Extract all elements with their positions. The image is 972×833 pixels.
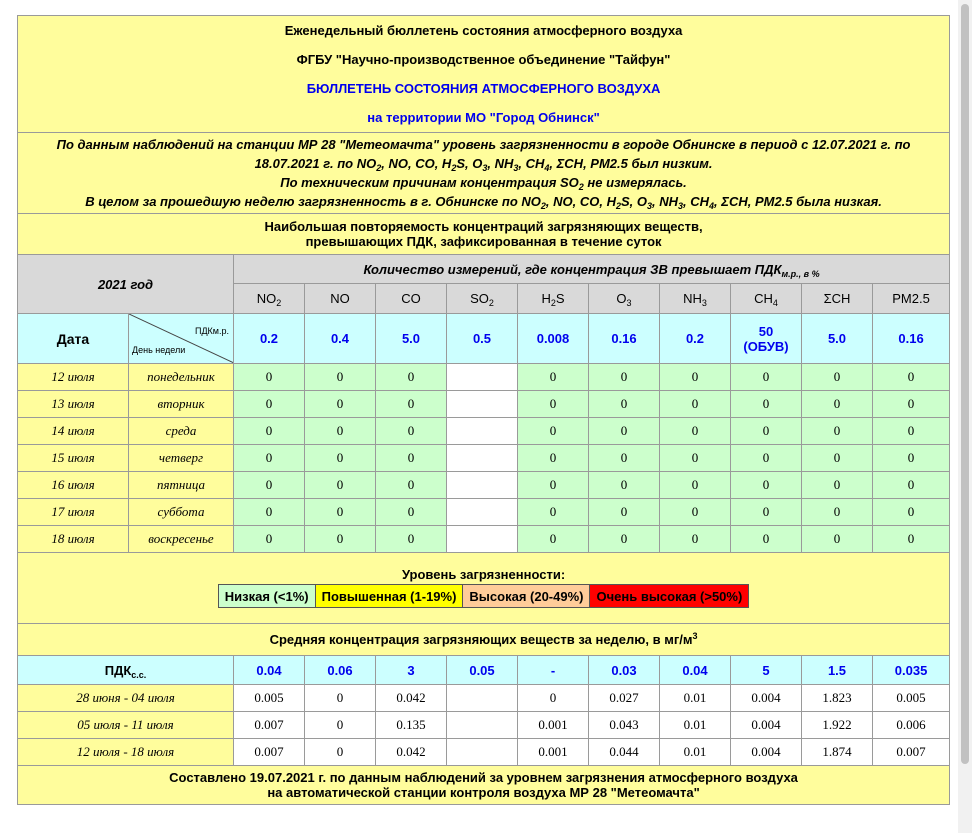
pdk-mr-number: 5.0 bbox=[827, 331, 847, 346]
row-date: 12 июля bbox=[18, 364, 129, 391]
daily-value-cell: 0 bbox=[234, 445, 305, 472]
daily-value-cell: 0 bbox=[873, 499, 950, 526]
intro-summary bbox=[18, 133, 950, 214]
pollutant-header bbox=[305, 284, 376, 314]
footer-note: Составлено 19.07.2021 г. по данным наблюдений за уровнем загрязнения атмосферного воздуха на автоматической станции контроля воздуха МР 28 "Метеомачта" bbox=[18, 766, 950, 805]
legend-block bbox=[18, 553, 950, 624]
row-date: 17 июля bbox=[18, 499, 129, 526]
daily-value-cell: 0 bbox=[802, 364, 873, 391]
daily-value-cell bbox=[447, 526, 518, 553]
daily-value-cell: 0 bbox=[518, 526, 589, 553]
daily-value-cell: 0 bbox=[518, 391, 589, 418]
daily-value-cell: 0 bbox=[802, 526, 873, 553]
daily-value-cell bbox=[447, 391, 518, 418]
week-label: 12 июля - 18 июля bbox=[18, 739, 234, 766]
table-row bbox=[18, 685, 950, 712]
daily-value-cell: 0 bbox=[873, 526, 950, 553]
daily-value-cell: 0 bbox=[376, 445, 447, 472]
row-date: 16 июля bbox=[18, 472, 129, 499]
pdk-mr-value bbox=[802, 314, 873, 364]
pdk-ss-value: 3 bbox=[376, 656, 447, 685]
pdk-mr-number: 50 bbox=[758, 323, 774, 339]
weekday-label: День недели bbox=[132, 345, 186, 355]
pdk-ss-value: - bbox=[518, 656, 589, 685]
pdk-mr-number: 0.16 bbox=[898, 331, 924, 346]
pollutant-subscript: 3 bbox=[701, 298, 707, 308]
daily-value-cell: 0 bbox=[518, 472, 589, 499]
weekly-value-cell: 0.004 bbox=[731, 685, 802, 712]
pdk-ss-value: 0.04 bbox=[660, 656, 731, 685]
pollutant-header bbox=[873, 284, 950, 314]
row-date: 15 июля bbox=[18, 445, 129, 472]
daily-value-cell: 0 bbox=[305, 364, 376, 391]
daily-value-cell: 0 bbox=[802, 391, 873, 418]
pollutant-header bbox=[447, 284, 518, 314]
date-header: Дата bbox=[18, 314, 129, 364]
weekly-value-cell: 0.042 bbox=[376, 685, 447, 712]
legend-item: Высокая (20-49%) bbox=[463, 585, 590, 608]
legend-item: Очень высокая (>50%) bbox=[590, 585, 749, 608]
weekly-value-cell: 0.007 bbox=[234, 739, 305, 766]
table-row bbox=[18, 445, 950, 472]
weekly-value-cell: 0 bbox=[305, 712, 376, 739]
daily-value-cell: 0 bbox=[518, 418, 589, 445]
daily-value-cell: 0 bbox=[802, 418, 873, 445]
pollutant-header bbox=[731, 284, 802, 314]
legend-item: Повышенная (1-19%) bbox=[315, 585, 463, 608]
daily-value-cell: 0 bbox=[589, 364, 660, 391]
daily-value-cell: 0 bbox=[731, 418, 802, 445]
bulletin-sheet bbox=[17, 15, 949, 805]
pdk-mr-number: 0.16 bbox=[611, 331, 637, 346]
bulletin-table bbox=[17, 15, 950, 805]
pdk-mr-diagonal-cell bbox=[129, 314, 234, 364]
scrollbar-thumb[interactable] bbox=[961, 4, 969, 764]
weekly-value-cell: 0.042 bbox=[376, 739, 447, 766]
weekly-value-cell: 0.01 bbox=[660, 712, 731, 739]
daily-value-cell: 0 bbox=[376, 472, 447, 499]
intro-line-3: В целом за прошедшую неделю загрязненность в г. Обнинске по $NO_2$, NO, CO, $H_2S$, $O_3$, $NH_3$, $CH_4$, ΣCH, PM2.5 была низкая. bbox=[85, 194, 882, 211]
legend-item: Низкая (<1%) bbox=[218, 585, 315, 608]
row-weekday: четверг bbox=[129, 445, 234, 472]
daily-value-cell: 0 bbox=[873, 391, 950, 418]
daily-value-cell: 0 bbox=[305, 526, 376, 553]
daily-value-cell: 0 bbox=[660, 364, 731, 391]
weekly-value-cell: 0.044 bbox=[589, 739, 660, 766]
daily-value-cell: 0 bbox=[234, 391, 305, 418]
weekly-value-cell: 0.007 bbox=[873, 739, 950, 766]
pollutant-name: PM2.5 bbox=[892, 291, 930, 306]
row-weekday: среда bbox=[129, 418, 234, 445]
daily-value-cell: 0 bbox=[376, 499, 447, 526]
daily-value-cell: 0 bbox=[802, 499, 873, 526]
daily-value-cell: 0 bbox=[873, 418, 950, 445]
average-title: Средняя концентрация загрязняющих веществ за неделю, в $мг/м^3$ bbox=[18, 624, 950, 656]
pdk-ss-value: 0.05 bbox=[447, 656, 518, 685]
pdk-mr-label: ПДКм.р. bbox=[194, 326, 229, 336]
table-row bbox=[18, 739, 950, 766]
pdk-mr-number: 0.2 bbox=[685, 331, 705, 346]
daily-values bbox=[18, 364, 950, 553]
weekly-value-cell bbox=[447, 685, 518, 712]
pollutant-name: ΣCH bbox=[823, 291, 851, 306]
pdk-mr-number: 0.4 bbox=[330, 331, 350, 346]
pollutant-name: SO bbox=[470, 291, 489, 306]
pollutant-subscript: 2 bbox=[550, 298, 556, 308]
daily-value-cell: 0 bbox=[376, 364, 447, 391]
row-date: 18 июля bbox=[18, 526, 129, 553]
pdk-ss-value: 0.03 bbox=[589, 656, 660, 685]
weekly-value-cell: 0.004 bbox=[731, 739, 802, 766]
weekly-value-cell: 0 bbox=[305, 739, 376, 766]
daily-value-cell: 0 bbox=[518, 499, 589, 526]
daily-value-cell: 0 bbox=[518, 364, 589, 391]
intro-line-1a: По данным наблюдений на станции МР 28 "Метеомачта" уровень загрязненности в городе Обнинске в период с 12.07.2021 г. по bbox=[56, 137, 911, 152]
weekly-value-cell: 0.005 bbox=[873, 685, 950, 712]
pdk-ss-value: 0.06 bbox=[305, 656, 376, 685]
pollutant-name: NO bbox=[330, 291, 350, 306]
intro-line-2: По техническим причинам концентрация $SO_2$ не измерялась. bbox=[280, 175, 687, 192]
weekly-value-cell bbox=[447, 712, 518, 739]
daily-value-cell bbox=[447, 364, 518, 391]
table-row bbox=[18, 472, 950, 499]
row-date: 13 июля bbox=[18, 391, 129, 418]
weekly-value-cell: 0.005 bbox=[234, 685, 305, 712]
weekly-value-cell: 0.027 bbox=[589, 685, 660, 712]
pdk-mr-number: 5.0 bbox=[401, 331, 421, 346]
weekly-value-cell: 1.823 bbox=[802, 685, 873, 712]
territory-heading: на территории МО "Город Обнинск" bbox=[367, 110, 600, 125]
row-weekday: суббота bbox=[129, 499, 234, 526]
daily-value-cell: 0 bbox=[234, 364, 305, 391]
daily-value-cell: 0 bbox=[660, 526, 731, 553]
pollutant-subscript: 4 bbox=[772, 298, 778, 308]
pdk-mr-row bbox=[18, 314, 950, 364]
table-row bbox=[18, 499, 950, 526]
weekly-value-cell: 0.006 bbox=[873, 712, 950, 739]
pdk-ss-value: 0.04 bbox=[234, 656, 305, 685]
weekly-value-cell: 0.001 bbox=[518, 739, 589, 766]
pdk-mr-value bbox=[376, 314, 447, 364]
daily-value-cell bbox=[447, 445, 518, 472]
legend bbox=[218, 584, 750, 608]
pollutant-subscript: 2 bbox=[276, 298, 282, 308]
daily-value-cell: 0 bbox=[305, 418, 376, 445]
pollutant-subscript: 3 bbox=[626, 298, 632, 308]
repeatability-title: Наибольшая повторяемость концентраций загрязняющих веществ, превышающих ПДК, зафиксированная в течение суток bbox=[18, 214, 950, 255]
daily-value-cell: 0 bbox=[305, 499, 376, 526]
weekly-value-cell: 0.01 bbox=[660, 739, 731, 766]
daily-value-cell: 0 bbox=[660, 418, 731, 445]
pdk-ss-value: 1.5 bbox=[802, 656, 873, 685]
daily-value-cell: 0 bbox=[234, 526, 305, 553]
week-label: 05 июля - 11 июля bbox=[18, 712, 234, 739]
daily-value-cell: 0 bbox=[589, 391, 660, 418]
daily-value-cell: 0 bbox=[873, 472, 950, 499]
daily-value-cell: 0 bbox=[376, 391, 447, 418]
daily-value-cell: 0 bbox=[305, 391, 376, 418]
daily-value-cell: 0 bbox=[873, 364, 950, 391]
pollutant-name: CH bbox=[754, 291, 773, 306]
weekly-value-cell: 0 bbox=[305, 685, 376, 712]
pdk-mr-value bbox=[518, 314, 589, 364]
count-label: Количество измерений, где концентрация ЗВ превышает $ПДК_{м.р., в \%}$ bbox=[234, 255, 950, 284]
daily-value-cell: 0 bbox=[234, 418, 305, 445]
intro-line-1b: 18.07.2021 г. по $NO_2$, NO, CO, $H_2S$, $O_3$, $NH_3$, $CH_4$, ΣCH, PM2.5 был низким. bbox=[254, 156, 713, 173]
daily-value-cell: 0 bbox=[873, 445, 950, 472]
pdk-mr-value bbox=[873, 314, 950, 364]
table-row bbox=[18, 712, 950, 739]
pollutant-header bbox=[234, 284, 305, 314]
daily-value-cell bbox=[447, 418, 518, 445]
daily-value-cell bbox=[447, 499, 518, 526]
daily-value-cell: 0 bbox=[234, 472, 305, 499]
pollutant-name: CO bbox=[401, 291, 421, 306]
weekly-value-cell: 1.922 bbox=[802, 712, 873, 739]
weekly-value-cell: 0.007 bbox=[234, 712, 305, 739]
daily-value-cell: 0 bbox=[589, 499, 660, 526]
row-date: 14 июля bbox=[18, 418, 129, 445]
pdk-ss-value: 0.035 bbox=[873, 656, 950, 685]
daily-value-cell: 0 bbox=[660, 391, 731, 418]
pdk-mr-number: 0.008 bbox=[536, 331, 570, 346]
row-weekday: воскресенье bbox=[129, 526, 234, 553]
daily-value-cell: 0 bbox=[802, 472, 873, 499]
row-weekday: пятница bbox=[129, 472, 234, 499]
pdk-mr-number: 0.2 bbox=[259, 331, 279, 346]
pollutant-name-tail: S bbox=[555, 291, 565, 306]
daily-value-cell: 0 bbox=[731, 445, 802, 472]
weekly-averages bbox=[18, 685, 950, 766]
daily-value-cell: 0 bbox=[731, 364, 802, 391]
daily-value-cell: 0 bbox=[589, 526, 660, 553]
daily-value-cell: 0 bbox=[305, 472, 376, 499]
daily-value-cell: 0 bbox=[376, 526, 447, 553]
table-row bbox=[18, 364, 950, 391]
pollutant-header bbox=[589, 284, 660, 314]
pollutant-header bbox=[518, 284, 589, 314]
weekly-value-cell: 0.001 bbox=[518, 712, 589, 739]
pdk-mr-value bbox=[660, 314, 731, 364]
vertical-scrollbar[interactable] bbox=[958, 0, 972, 833]
daily-value-cell: 0 bbox=[305, 445, 376, 472]
week-label: 28 июня - 04 июля bbox=[18, 685, 234, 712]
pdk-mr-number: 0.5 bbox=[472, 331, 492, 346]
daily-value-cell: 0 bbox=[660, 445, 731, 472]
pdk-ss-row bbox=[18, 656, 950, 685]
pollutant-name: O bbox=[616, 291, 627, 306]
year-label: 2021 год bbox=[18, 255, 234, 314]
weekly-value-cell: 0.01 bbox=[660, 685, 731, 712]
daily-value-cell: 0 bbox=[731, 526, 802, 553]
pollutant-name: NO bbox=[256, 291, 277, 306]
diagonal-divider bbox=[129, 314, 234, 363]
pollutant-header bbox=[802, 284, 873, 314]
bulletin-title: Еженедельный бюллетень состояния атмосферного воздуха bbox=[284, 23, 683, 38]
pollutant-header bbox=[376, 284, 447, 314]
bulletin-heading: БЮЛЛЕТЕНЬ СОСТОЯНИЯ АТМОСФЕРНОГО ВОЗДУХА bbox=[306, 81, 661, 96]
pollutant-name: H bbox=[541, 291, 551, 306]
weekly-value-cell: 0 bbox=[518, 685, 589, 712]
row-weekday: вторник bbox=[129, 391, 234, 418]
pdk-ss-label: $ПДК_{с.с.}$ bbox=[18, 656, 234, 685]
pdk-mr-value bbox=[305, 314, 376, 364]
daily-value-cell: 0 bbox=[731, 499, 802, 526]
legend-title: Уровень загрязненности: bbox=[401, 567, 566, 582]
pdk-ss-value: 5 bbox=[731, 656, 802, 685]
daily-value-cell: 0 bbox=[589, 445, 660, 472]
table-row bbox=[18, 391, 950, 418]
daily-value-cell: 0 bbox=[518, 445, 589, 472]
weekly-value-cell: 0.135 bbox=[376, 712, 447, 739]
pdk-mr-value bbox=[589, 314, 660, 364]
daily-value-cell bbox=[447, 472, 518, 499]
pdk-mr-value bbox=[447, 314, 518, 364]
organization-name: ФГБУ "Научно-производственное объединение "Тайфун" bbox=[296, 52, 671, 67]
daily-value-cell: 0 bbox=[802, 445, 873, 472]
row-weekday: понедельник bbox=[129, 364, 234, 391]
daily-value-cell: 0 bbox=[660, 472, 731, 499]
weekly-value-cell: 0.043 bbox=[589, 712, 660, 739]
daily-value-cell: 0 bbox=[589, 472, 660, 499]
table-row bbox=[18, 418, 950, 445]
pollutant-subscript: 2 bbox=[488, 298, 494, 308]
pdk-mr-note: (ОБУВ) bbox=[743, 338, 789, 354]
pollutant-header bbox=[660, 284, 731, 314]
pdk-mr-value bbox=[731, 314, 802, 364]
weekly-value-cell: 1.874 bbox=[802, 739, 873, 766]
header-block bbox=[18, 16, 950, 133]
weekly-value-cell: 0.004 bbox=[731, 712, 802, 739]
daily-value-cell: 0 bbox=[376, 418, 447, 445]
daily-value-cell: 0 bbox=[731, 391, 802, 418]
daily-value-cell: 0 bbox=[731, 472, 802, 499]
daily-value-cell: 0 bbox=[234, 499, 305, 526]
daily-value-cell: 0 bbox=[660, 499, 731, 526]
pollutant-name: NH bbox=[683, 291, 702, 306]
daily-value-cell: 0 bbox=[589, 418, 660, 445]
pdk-mr-value bbox=[234, 314, 305, 364]
weekly-value-cell bbox=[447, 739, 518, 766]
table-row bbox=[18, 526, 950, 553]
